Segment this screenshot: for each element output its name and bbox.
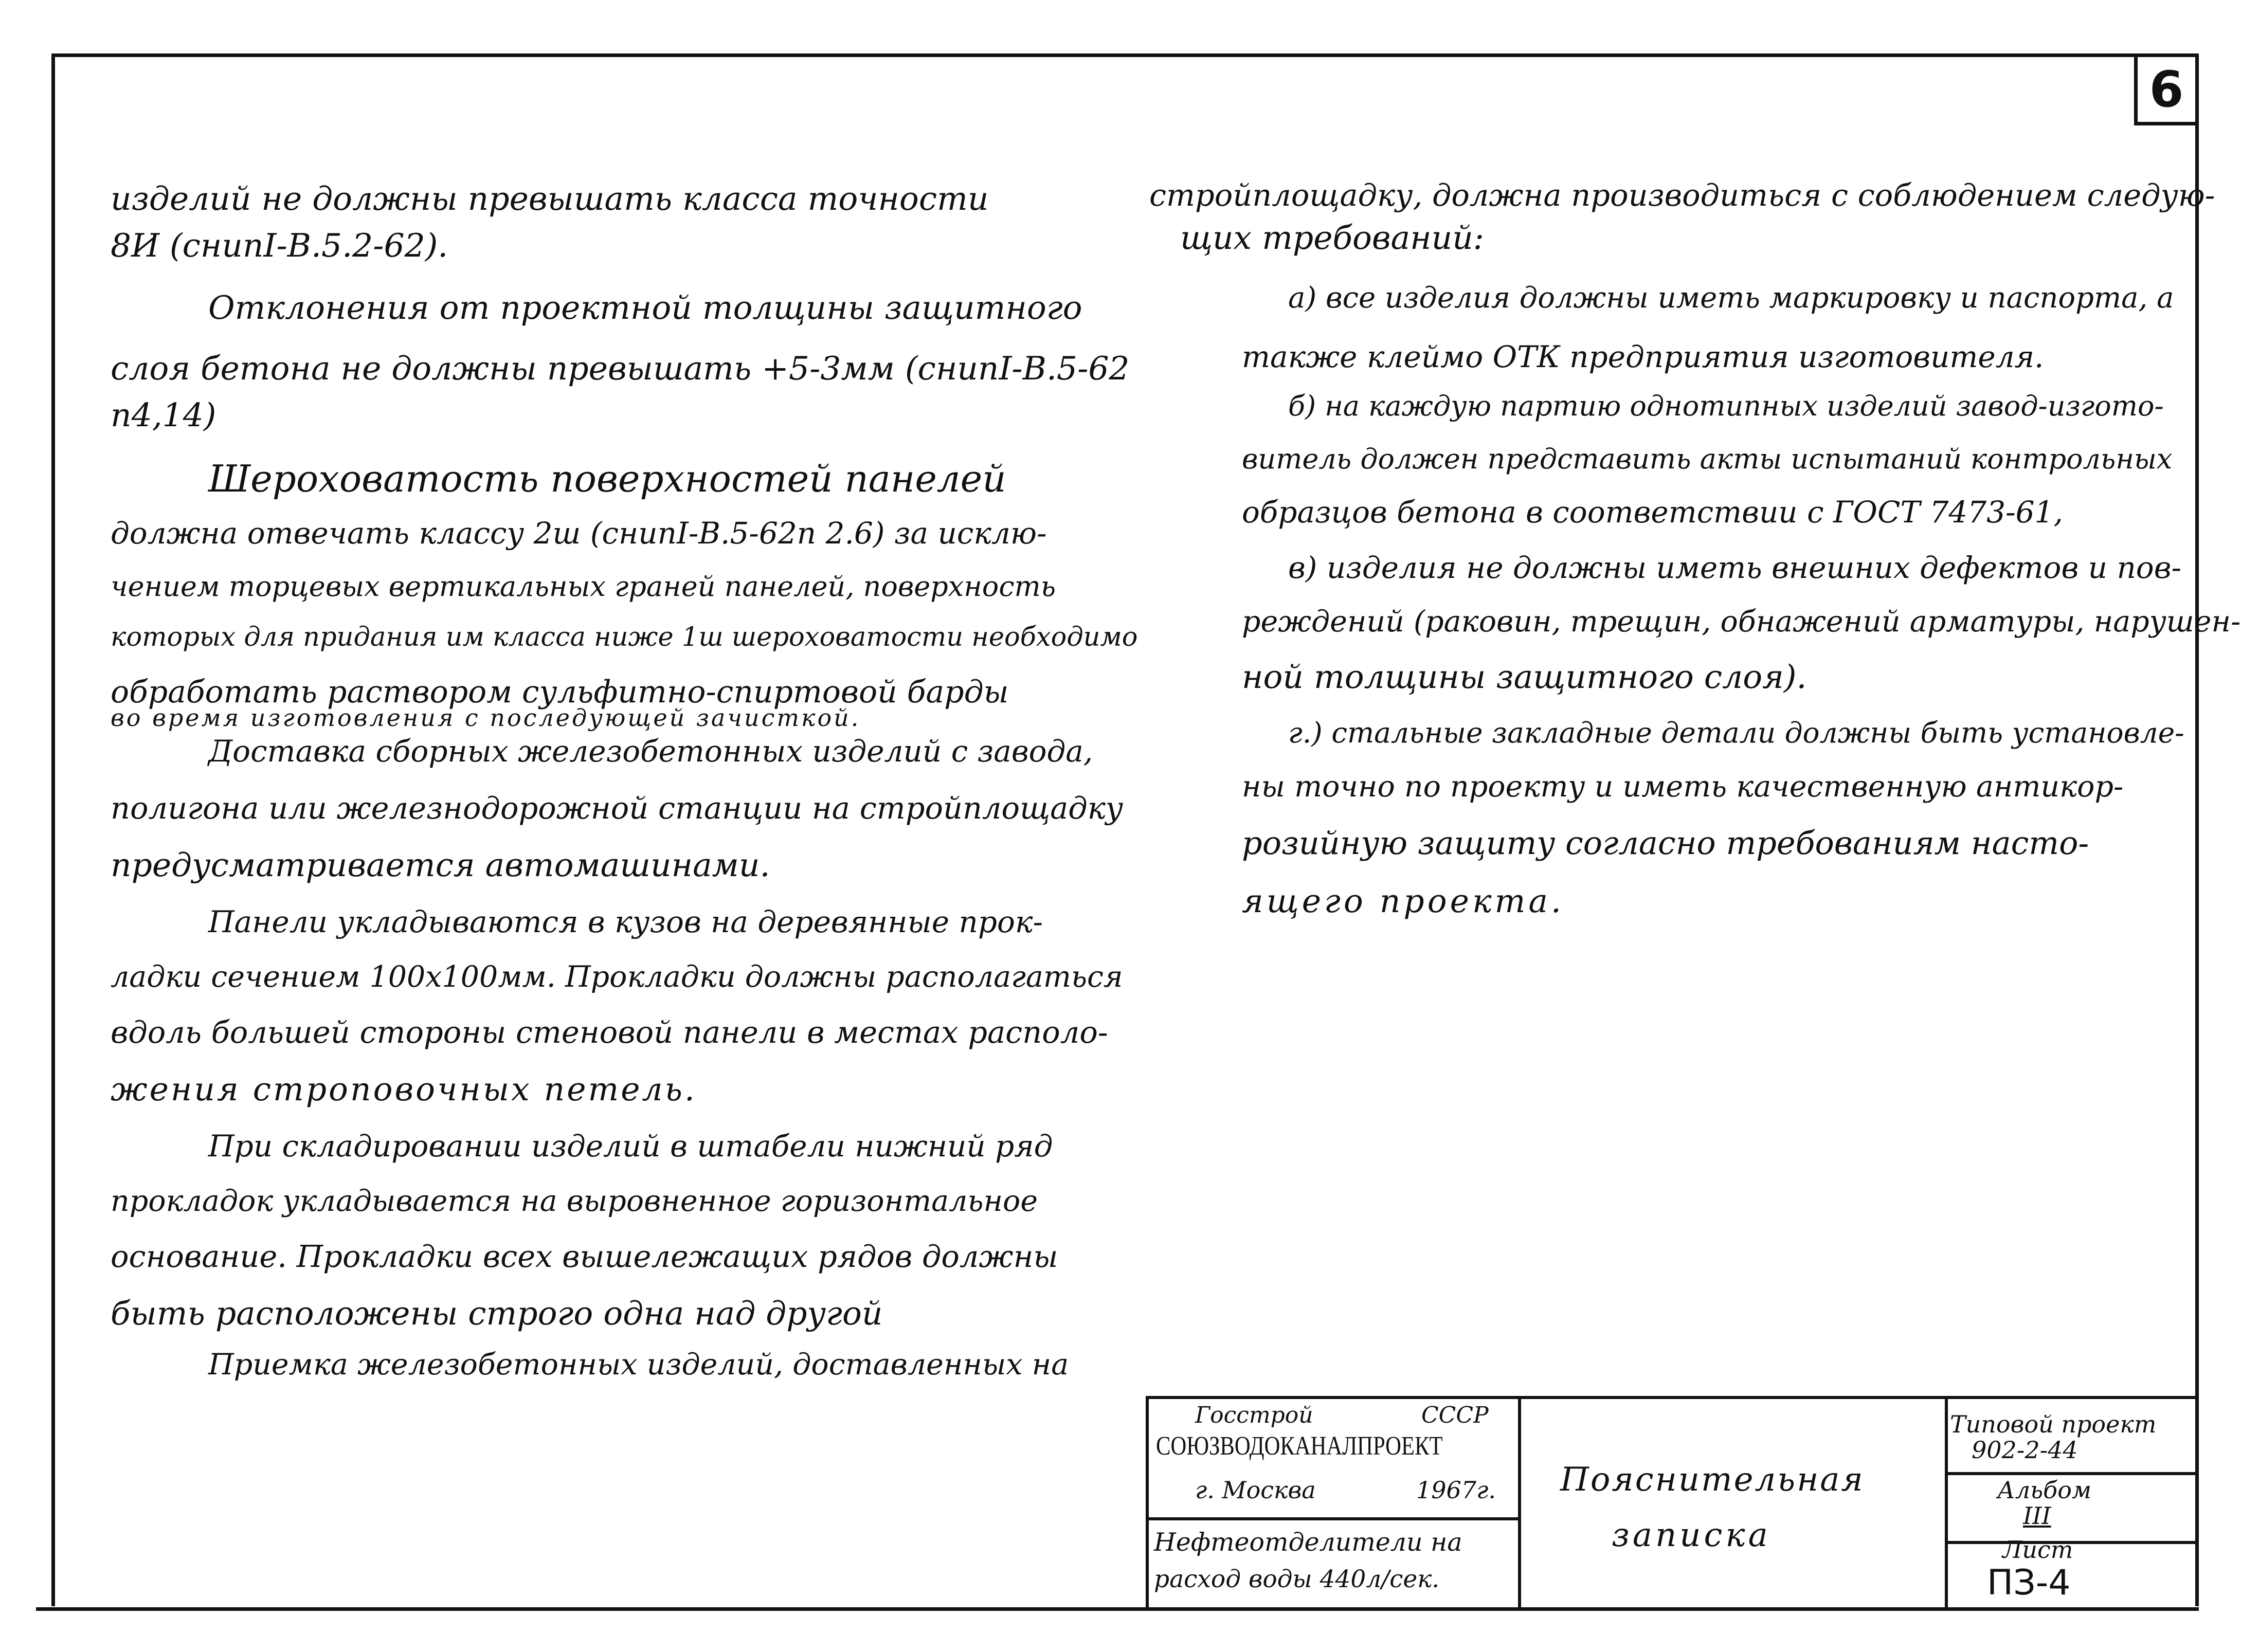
bottom-border	[36, 1607, 2199, 1611]
text-line: жения строповочных петель.	[111, 1070, 697, 1108]
sheet-number: ПЗ-4	[1987, 1563, 2071, 1603]
text-line: Отклонения от проектной толщины защитного	[208, 289, 1082, 326]
document-title-line1: Пояснительная	[1560, 1461, 1865, 1499]
album-label: Альбом	[1997, 1476, 2092, 1504]
text-line: витель должен представить акты испытаний контрольных	[1242, 443, 2173, 475]
album-number: III	[2023, 1502, 2051, 1530]
text-line: 8И (сниnI-В.5.2-62).	[111, 227, 448, 264]
text-line: б) на каждую партию однотипных изделий завод-изгото-	[1288, 390, 2164, 422]
text-line: основание. Прокладки всех вышележащих рядов должны	[111, 1239, 1058, 1274]
text-line: Доставка сборных железобетонных изделий с завода,	[208, 734, 1093, 769]
text-line: изделий не должны превышать класса точности	[111, 180, 989, 217]
text-line: обработать раствором сульфитно-спиртовой барды	[111, 674, 1009, 710]
sheet-mark: 6	[2134, 53, 2199, 125]
org-city: г. Москва	[1195, 1476, 1316, 1504]
text-line: щих требований:	[1180, 219, 1485, 257]
text-line: предусматривается автомашинами.	[111, 846, 770, 884]
text-line: ной толщины защитного слоя).	[1242, 658, 1807, 696]
text-line: также клеймо ОТК предприятия изготовителя.	[1242, 339, 2044, 374]
text-line: слоя бетона не должны превышать +5-3мм (сниnI-В.5-62	[111, 350, 1130, 387]
text-line: Приемка железобетонных изделий, доставленных на	[208, 1348, 1069, 1382]
object-line1: Нефтеотделители на	[1154, 1528, 1462, 1557]
text-line: чением торцевых вертикальных граней панелей, поверхность	[111, 570, 1056, 603]
right-column	[1149, 177, 2240, 920]
left-column	[111, 180, 1138, 1382]
text-line: стройплощадку, должна производиться с соблюдением следую-	[1149, 177, 2215, 213]
document-title-line2: записка	[1612, 1516, 1771, 1554]
text-line: вдоль большей стороны стеновой панели в местах располо-	[111, 1014, 1108, 1050]
text-line: ладки сечением 100х100мм. Прокладки должны располагаться	[111, 960, 1123, 994]
project-number: 902-2-44	[1972, 1436, 2078, 1464]
text-line: образцов бетона в соответствии с ГОСТ 7473-61,	[1242, 495, 2063, 530]
text-line: быть расположены строго одна над другой	[111, 1295, 883, 1332]
text-line: ны точно по проекту и иметь качественную антикор-	[1242, 770, 2124, 804]
text-line: Панели укладываются в кузов на деревянные прок-	[208, 904, 1043, 939]
text-line: в) изделия не должны иметь внешних дефектов и пов-	[1288, 550, 2182, 585]
org-year: 1967г.	[1416, 1476, 1496, 1504]
text-line: прокладок укладывается на выровненное горизонтальное	[111, 1184, 1038, 1218]
text-line: а) все изделия должны иметь маркировку и паспорта, а	[1288, 281, 2174, 315]
org-line1-right: СССР	[1421, 1402, 1489, 1428]
project-label: Типовой проект	[1950, 1410, 2157, 1438]
sheet-label: Лист	[2002, 1536, 2073, 1564]
org-line1-left: Госстрой	[1195, 1402, 1313, 1428]
text-line: полигона или железнодорожной станции на стройплощадку	[111, 790, 1124, 826]
text-line: должна отвечать классу 2ш (сниnI-В.5-62п 2.6) за исклю-	[111, 516, 1047, 551]
object-line2: расход воды 440л/сек.	[1154, 1565, 1440, 1593]
text-line: реждений (раковин, трещин, обнажений арматуры, нарушен-	[1242, 605, 2241, 639]
org-name: СОЮЗВОДОКАНАЛПРОЕКТ	[1156, 1431, 1443, 1461]
text-line: п4,14)	[111, 396, 216, 434]
text-line: во время изготовления с последующей зачисткой.	[111, 704, 861, 732]
text-line: При складировании изделий в штабели нижний ряд	[208, 1129, 1053, 1164]
text-line: розийную защиту согласно требованиям насто-	[1242, 824, 2089, 862]
text-line: г.) стальные закладные детали должны быть установле-	[1288, 716, 2184, 749]
text-line: Шероховатость поверхностей панелей	[208, 457, 1006, 500]
title-block	[1146, 1396, 2199, 1607]
text-line: ящего проекта.	[1242, 882, 1564, 920]
text-line: которых для придания им класса ниже 1ш шероховатости необходимо	[111, 622, 1138, 652]
